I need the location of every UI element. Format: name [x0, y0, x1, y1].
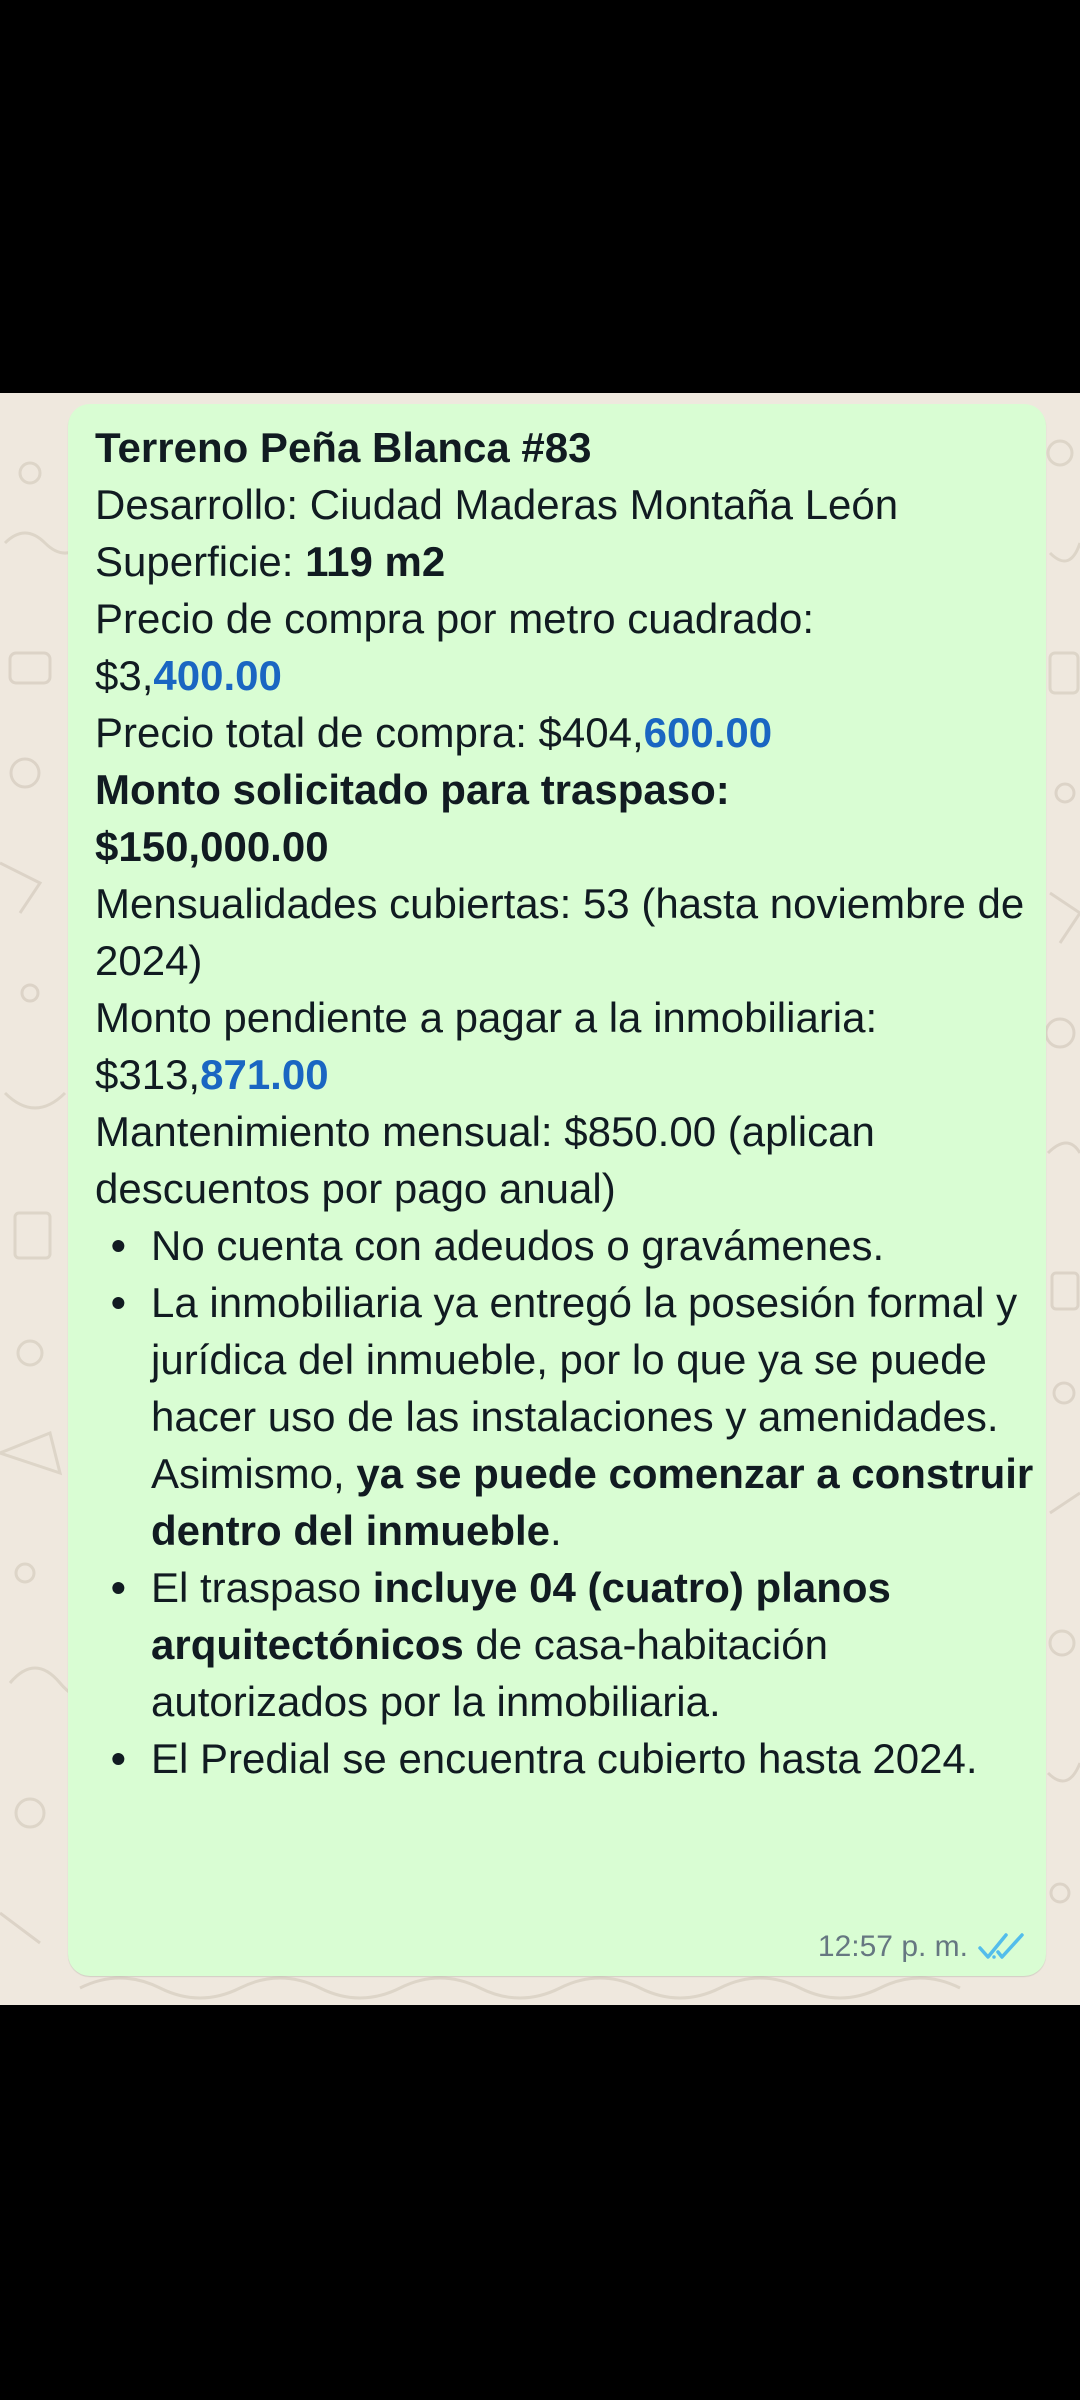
message-title: Terreno Peña Blanca #83 [95, 424, 592, 471]
double-check-read-icon [978, 1932, 1026, 1962]
bullet-text: de casa-habitación autorizados por la inmobiliaria. [151, 1621, 828, 1725]
bullet-text-bold: ya se puede comenzar a construir dentro del inmueble [151, 1450, 1034, 1554]
bullet-dot: • [111, 1735, 126, 1782]
pendiente-label: Monto pendiente a pagar a la inmobiliaria: $313, [95, 994, 878, 1098]
bullet-dot: • [111, 1279, 126, 1326]
list-item [95, 1730, 1045, 1787]
bullet-text-bold: incluye 04 (cuatro) planos arquitectónicos [151, 1564, 891, 1668]
message-time: 12:57 p. m. [817, 1930, 968, 1963]
bullet-text: El Predial se encuentra cubierto hasta 2024. [151, 1735, 978, 1782]
bottom-black-area [0, 2005, 1080, 2400]
precio-m2-value [95, 647, 1045, 704]
superficie-line [95, 533, 1045, 590]
list-item [95, 1217, 1045, 1274]
precio-m2-label: Precio de compra por metro cuadrado: [95, 595, 815, 642]
desarrollo-line: Desarrollo: Ciudad Maderas Montaña León [95, 481, 899, 528]
monto-value: $150,000.00 [95, 823, 329, 870]
bullet-dot: • [111, 1222, 126, 1269]
superficie-label: Superficie: [95, 538, 306, 585]
list-item [95, 1559, 1045, 1730]
message-text [95, 419, 1045, 1787]
pendiente-line [95, 989, 1045, 1103]
message-bubble[interactable] [68, 404, 1046, 1976]
bullet-list [95, 1217, 1045, 1787]
superficie-value: 119 m2 [305, 538, 446, 585]
pendiente-link[interactable]: 871.00 [200, 1051, 329, 1098]
bullet-text: La inmobiliaria ya entregó la posesión formal y jurídica del inmueble, por lo que ya se puede hacer uso de las instalaciones y amenidades. Asimismo, [151, 1279, 1018, 1497]
list-item [95, 1274, 1045, 1559]
bullet-text: No cuenta con adeudos o gravámenes. [151, 1222, 885, 1269]
precio-total-link[interactable]: 600.00 [643, 709, 773, 756]
mensualidades-line: Mensualidades cubiertas: 53 (hasta noviembre de 2024) [95, 880, 1025, 984]
chat-background [0, 393, 1080, 2005]
monto-label: Monto solicitado para traspaso: [95, 766, 730, 813]
precio-m2-part1: $3, [95, 652, 154, 699]
mantenimiento-line: Mantenimiento mensual: $850.00 (aplican descuentos por pago anual) [95, 1108, 875, 1212]
precio-total-line [95, 704, 1045, 761]
bullet-text: El traspaso [151, 1564, 373, 1611]
precio-m2-link[interactable]: 400.00 [153, 652, 282, 699]
message-meta [818, 1930, 1026, 1964]
precio-total-label: Precio total de compra: $404, [95, 709, 644, 756]
bullet-text: . [550, 1507, 562, 1554]
top-black-area [0, 0, 1080, 393]
bullet-dot: • [111, 1564, 126, 1611]
